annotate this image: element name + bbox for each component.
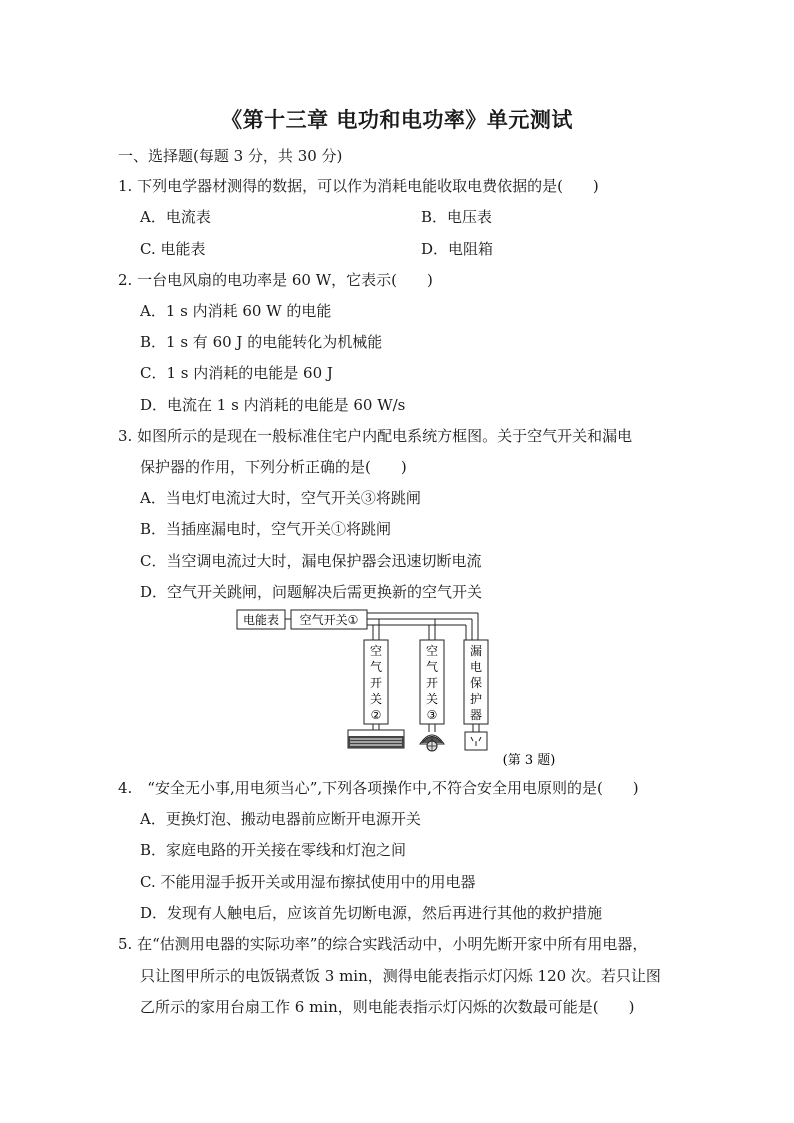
question-4-option-b: B．家庭电路的开关接在零线和灯泡之间 (140, 841, 407, 859)
air-conditioner-icon (348, 730, 404, 748)
question-4-option-a: A．更换灯泡、搬动电器前应断开电源开关 (140, 810, 421, 828)
question-1-option-a: A．电流表 (140, 208, 211, 226)
question-2-option-a: A．1 s 内消耗 60 W 的电能 (140, 302, 332, 320)
rcd-char: 漏 (469, 644, 483, 658)
switch-2-char: 开 (369, 676, 383, 690)
question-4-option-d: D．发现有人触电后，应该首先切断电源，然后再进行其他的救护措施 (140, 904, 603, 922)
socket-icon (465, 732, 487, 750)
question-5-stem-line1: 5. 在“估测用电器的实际功率”的综合实践活动中，小明先断开家中所有用电器， (118, 935, 648, 953)
lamp-icon (420, 735, 444, 751)
question-3-stem-line2: 保护器的作用，下列分析正确的是( ) (140, 458, 407, 476)
question-3-stem-line1: 3. 如图所示的是现在一般标准住宅户内配电系统方框图。关于空气开关和漏电 (118, 427, 633, 445)
switch-3-char: 气 (425, 660, 439, 674)
question-1-option-c: C. 电能表 (140, 240, 206, 258)
rcd-char: 保 (469, 676, 483, 690)
rcd-char: 电 (469, 660, 483, 674)
question-1-option-d: D．电阻箱 (421, 240, 494, 258)
question-5-stem-line3: 乙所示的家用台扇工作 6 min，则电能表指示灯闪烁的次数最可能是( ) (140, 998, 635, 1016)
question-1-stem: 1. 下列电学器材测得的数据，可以作为消耗电能收取电费依据的是( ) (118, 177, 599, 195)
switch-2-char: ② (370, 708, 382, 722)
question-4-stem: 4. “安全无小事,用电须当心”,下列各项操作中,不符合安全用电原则的是( ) (118, 779, 639, 797)
rcd-char: 护 (469, 692, 483, 706)
switch-2-char: 关 (369, 692, 383, 706)
switch-3-char: 开 (425, 676, 439, 690)
section-heading: 一、选择题(每题 3 分，共 30 分) (118, 147, 343, 165)
switch-3-char: ③ (426, 708, 438, 722)
main-switch-label: 空气开关① (299, 613, 359, 627)
question-2-option-d: D．电流在 1 s 内消耗的电能是 60 W/s (140, 396, 406, 414)
switch-3-char: 关 (425, 692, 439, 706)
question-3-option-a: A．当电灯电流过大时，空气开关③将跳闸 (140, 489, 421, 507)
page-title: 《第十三章 电功和电功率》单元测试 (221, 107, 573, 132)
question-4-option-c: C. 不能用湿手扳开关或用湿布擦拭使用中的用电器 (140, 873, 476, 891)
figure-caption: (第 3 题) (502, 753, 556, 768)
question-2-option-b: B．1 s 有 60 J 的电能转化为机械能 (140, 333, 383, 351)
question-3-option-c: C．当空调电流过大时，漏电保护器会迅速切断电流 (140, 552, 482, 570)
meter-label: 电能表 (242, 613, 280, 627)
question-3-option-b: B．当插座漏电时，空气开关①将跳闸 (140, 520, 392, 538)
question-3-option-d: D．空气开关跳闸，问题解决后需更换新的空气开关 (140, 583, 483, 601)
switch-2-char: 气 (369, 660, 383, 674)
distribution-diagram (236, 608, 566, 768)
switch-3-char: 空 (425, 644, 439, 658)
switch-2-char: 空 (369, 644, 383, 658)
question-1-option-b: B．电压表 (421, 208, 493, 226)
question-2-stem: 2. 一台电风扇的电功率是 60 W，它表示( ) (118, 271, 433, 289)
rcd-char: 器 (469, 708, 483, 722)
question-2-option-c: C．1 s 内消耗的电能是 60 J (140, 364, 333, 382)
question-5-stem-line2: 只让图甲所示的电饭锅煮饭 3 min，测得电能表指示灯闪烁 120 次。若只让图 (140, 967, 661, 985)
